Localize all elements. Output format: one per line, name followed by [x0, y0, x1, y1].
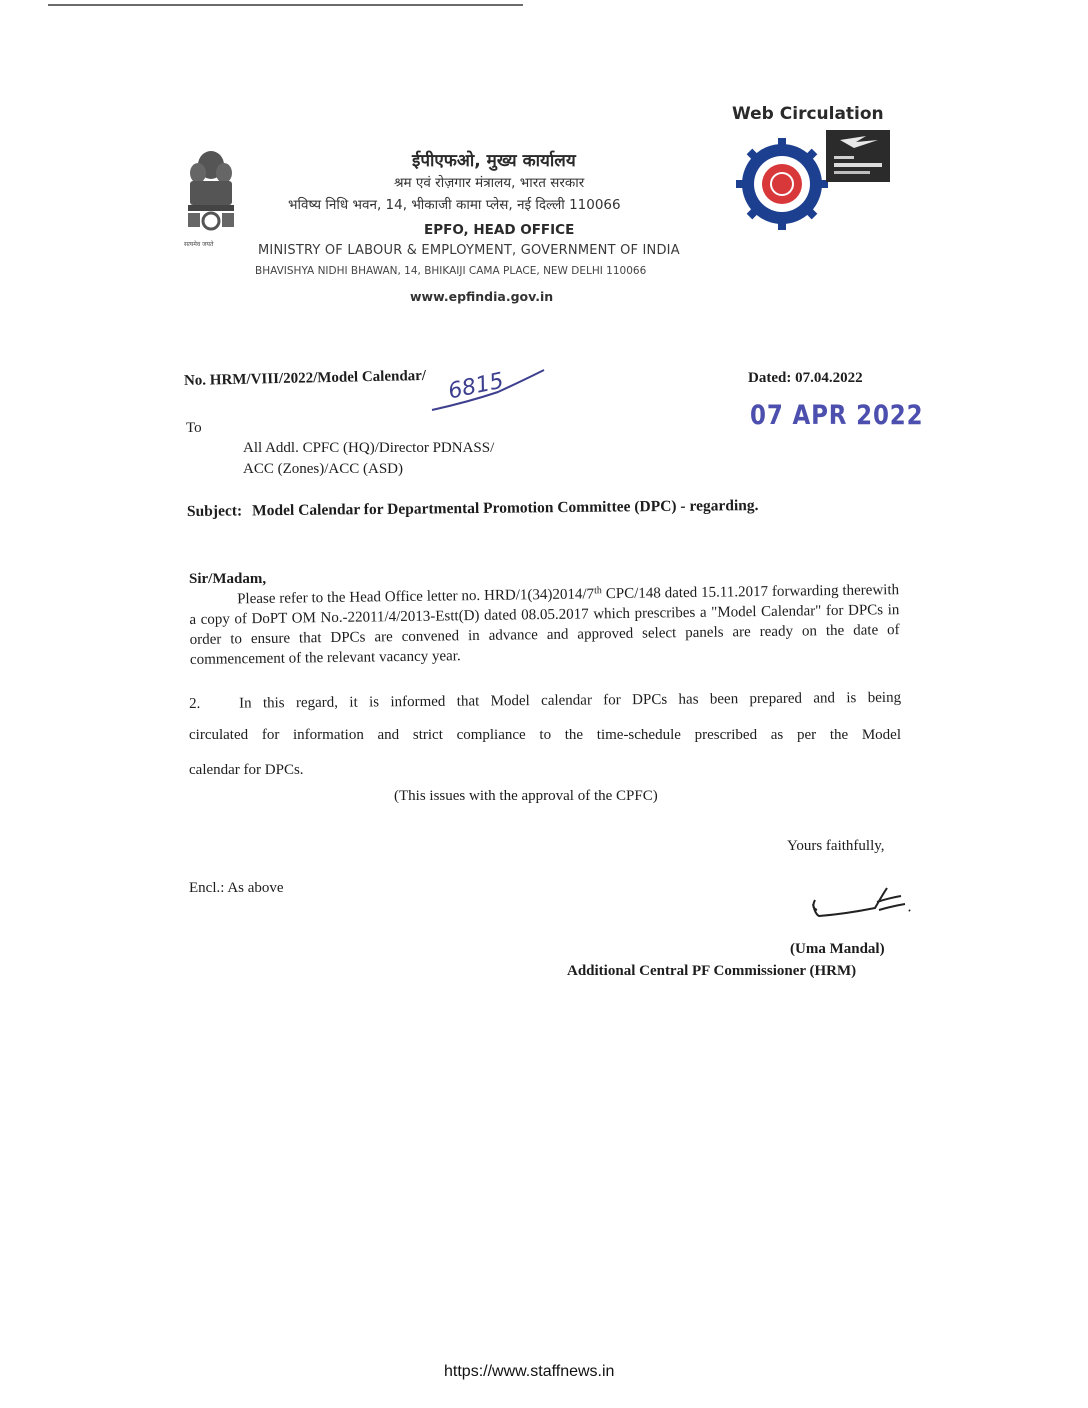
web-circulation-label: Web Circulation: [732, 104, 884, 124]
paragraph-2-number: 2.: [189, 695, 201, 712]
letter-date: Dated: 07.04.2022: [748, 370, 863, 386]
paragraph-2-line-1: [189, 690, 901, 713]
closing: Yours faithfully,: [787, 838, 885, 854]
english-office-title: EPFO, HEAD OFFICE: [424, 222, 575, 238]
website-link[interactable]: www.epfindia.gov.in: [410, 289, 554, 304]
received-date-stamp: 07 APR 2022: [750, 400, 924, 431]
azadi-ka-amrit-mahotsav-badge-icon: [826, 130, 890, 182]
source-url-footer[interactable]: https://www.staffnews.in: [444, 1363, 615, 1380]
approval-note: (This issues with the approval of the CPFC): [394, 788, 658, 804]
subject-text: Model Calendar for Departmental Promotion Committee (DPC) - regarding.: [252, 497, 759, 520]
addressee-line-2: ACC (Zones)/ACC (ASD): [243, 461, 403, 477]
hindi-address: भविष्य निधि भवन, 14, भीकाजी कामा प्लेस, नई दिल्ली 110066: [288, 197, 621, 213]
paragraph-1-rest: CPC/148 dated 15.11.2017 forwarding therewith a copy of DoPT OM No.-22011/4/2013-Estt(D) dated 08.05.2017 which prescribes a "Model Calendar" for DPCs in order to ensure that DPCs are convened in advance and approved select panels are ready on the date of commencement of the relevant vacancy year.: [189, 582, 900, 668]
signatory-name: (Uma Mandal): [790, 941, 885, 957]
paragraph-1-start: Please refer to the Head Office letter no. HRD/1(34)2014/7: [237, 586, 595, 608]
handwritten-dispatch-number: 6815: [446, 368, 506, 405]
hindi-ministry: श्रम एवं रोज़गार मंत्रालय, भारत सरकार: [394, 175, 585, 191]
to-label: To: [186, 420, 202, 436]
emblem-motto: सत्यमेव जयते: [184, 241, 214, 248]
addressee-line-1: All Addl. CPFC (HQ)/Director PDNASS/: [243, 440, 495, 456]
paragraph-2-line-3: calendar for DPCs.: [189, 762, 304, 778]
subject-label: Subject:: [186, 502, 243, 520]
epfo-logo-icon: [734, 136, 830, 232]
paragraph-1-superscript: th: [593, 585, 602, 597]
enclosure-note: Encl.: As above: [189, 880, 284, 896]
english-ministry: MINISTRY OF LABOUR & EMPLOYMENT, GOVERNMENT OF INDIA: [258, 243, 680, 258]
english-address: BHAVISHYA NIDHI BHAWAN, 14, BHIKAIJI CAMA PLACE, NEW DELHI 110066: [255, 265, 647, 277]
hindi-office-title: ईपीएफओ, मुख्य कार्यालय: [412, 151, 576, 171]
signatory-designation: Additional Central PF Commissioner (HRM): [567, 963, 857, 979]
paragraph-2-text-1: In this regard, it is informed that Model calendar for DPCs has been prepared and is being: [238, 689, 902, 712]
paragraph-1: [189, 580, 900, 670]
signature-image: [805, 880, 915, 926]
reference-number: No. HRM/VIII/2022/Model Calendar/: [183, 367, 427, 389]
paragraph-2-line-2: circulated for information and strict compliance to the time-schedule prescribed as per the Model: [189, 727, 901, 743]
subject-line: [187, 497, 759, 521]
scan-top-edge-line: [48, 4, 523, 6]
national-emblem-icon: [180, 143, 242, 248]
salutation: Sir/Madam,: [189, 571, 267, 587]
